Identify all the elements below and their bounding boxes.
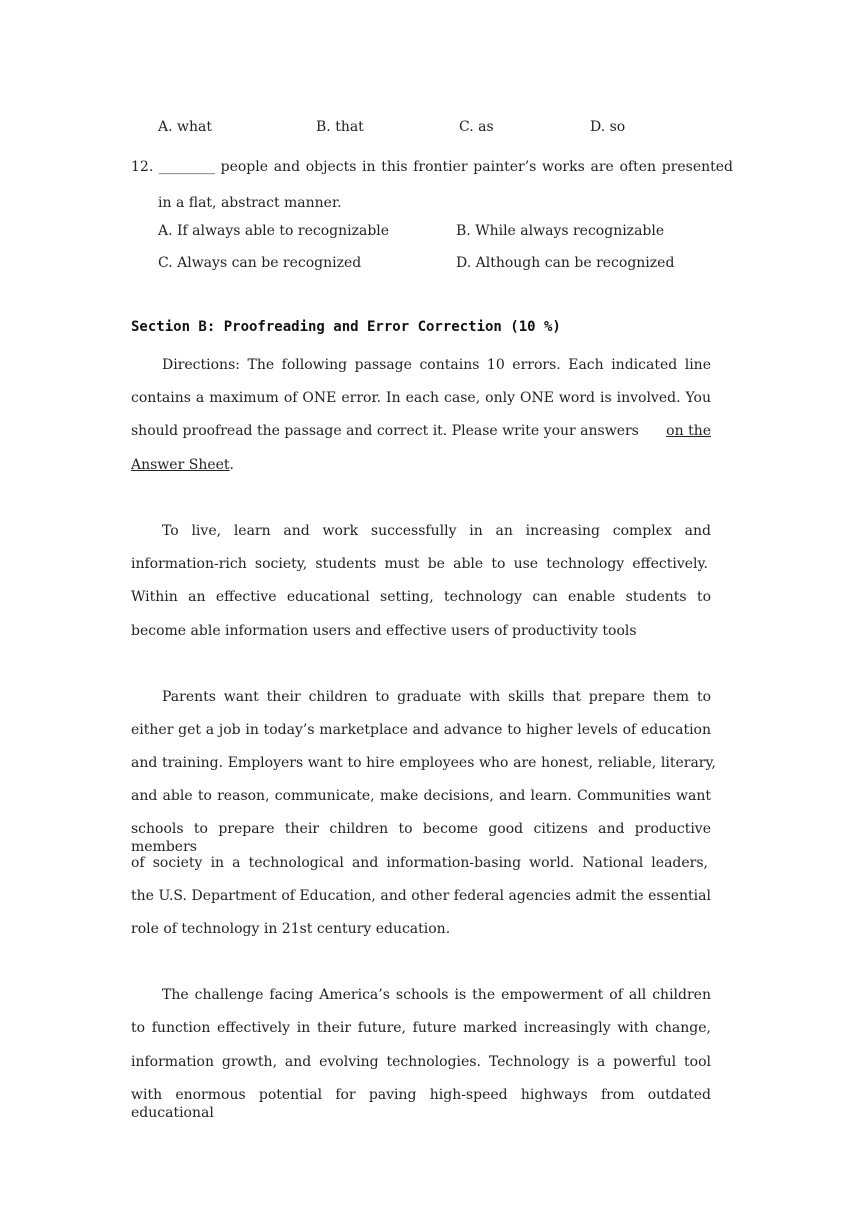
passage-line: Parents want their children to graduate with skills that prepare them to xyxy=(162,689,711,705)
directions-line xyxy=(131,456,234,474)
answer-sheet-link-part1: on the xyxy=(666,423,711,439)
passage-line: either get a job in today’s marketplace and advance to higher levels of education xyxy=(131,722,711,738)
q12-option-b: B. While always recognizable xyxy=(456,223,665,239)
directions-line: Directions: The following passage contains 10 errors. Each indicated line xyxy=(162,357,711,373)
passage-line: with enormous potential for paving high-speed highways from outdated educational xyxy=(131,1087,711,1121)
q11-option-b: B. that xyxy=(316,119,364,135)
answer-sheet-link-part2: Answer Sheet xyxy=(131,457,230,473)
q12-option-c: C. Always can be recognized xyxy=(158,255,362,271)
passage-line: To live, learn and work successfully in an increasing complex and xyxy=(162,523,711,539)
directions-line xyxy=(131,422,711,440)
passage-line: become able information users and effective users of productivity tools xyxy=(131,623,637,639)
passage-line: Within an effective educational setting, technology can enable students to xyxy=(131,589,711,605)
directions-period: . xyxy=(229,457,234,473)
directions-text: should proofread the passage and correct it. Please write your answers xyxy=(131,423,644,439)
q11-option-a: A. what xyxy=(158,119,212,135)
passage-line: role of technology in 21st century education. xyxy=(131,921,451,937)
passage-line: information-rich society, students must be able to use technology effectively. xyxy=(131,556,708,572)
passage-line: of society in a technological and information-basing world. National leaders, xyxy=(131,855,708,871)
passage-line: schools to prepare their children to become good citizens and productive members xyxy=(131,821,711,855)
directions-line: contains a maximum of ONE error. In each case, only ONE word is involved. You xyxy=(131,390,711,406)
passage-line: The challenge facing America’s schools is the empowerment of all children xyxy=(162,987,711,1003)
passage-line: the U.S. Department of Education, and other federal agencies admit the essential xyxy=(131,888,711,904)
section-b-heading: Section B: Proofreading and Error Correction (10 %) xyxy=(131,319,561,335)
passage-line: information growth, and evolving technologies. Technology is a powerful tool xyxy=(131,1054,711,1070)
q12-stem-line1: 12. ________ people and objects in this frontier painter’s works are often presented xyxy=(131,159,733,175)
passage-line: and able to reason, communicate, make decisions, and learn. Communities want xyxy=(131,788,711,804)
q12-option-d: D. Although can be recognized xyxy=(456,255,675,271)
q12-stem-line2: in a flat, abstract manner. xyxy=(158,195,342,211)
q11-option-d: D. so xyxy=(590,119,626,135)
q12-option-a: A. If always able to recognizable xyxy=(158,223,390,239)
passage-line: and training. Employers want to hire employees who are honest, reliable, literary, xyxy=(131,755,716,771)
passage-line: to function effectively in their future, future marked increasingly with change, xyxy=(131,1020,711,1036)
q11-option-c: C. as xyxy=(459,119,494,135)
